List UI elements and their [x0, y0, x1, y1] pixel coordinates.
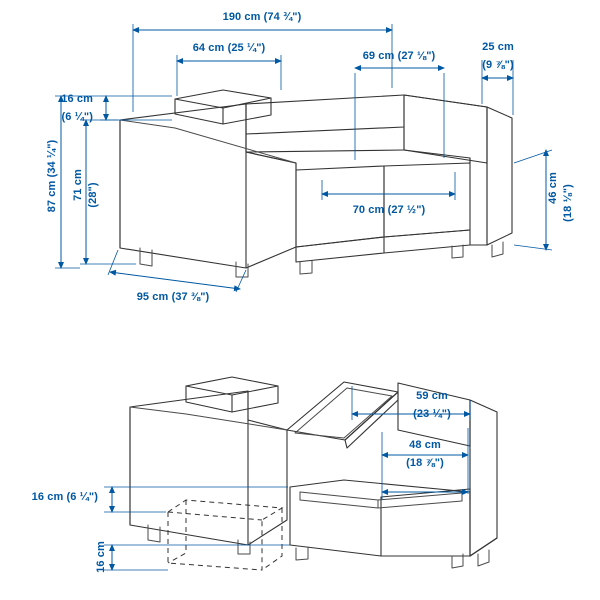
front-view-dimension-lines [55, 24, 552, 292]
label-total-width: 190 cm (74 ¾") [222, 11, 302, 23]
label-back-cushion-height-line2: (6 ¼") [61, 111, 93, 123]
label-seat-depth: 70 cm (27 ½") [352, 204, 426, 216]
label-seat-back-height-line1: 71 cm [72, 169, 84, 201]
label-seat-height-line1: 46 cm [547, 172, 559, 204]
label-back-cushion-height-line1: 16 cm [61, 93, 93, 105]
label-seat-depth-inner-line2: (18 ⅞") [406, 457, 444, 469]
label-seat-module-width: 69 cm (27 ⅛") [362, 50, 436, 62]
label-seat-width-line2: (23 ¼") [413, 408, 451, 420]
label-side-panel-width-line2: (9 ⅞") [482, 59, 514, 71]
sofa-rear-view-outline [130, 377, 497, 570]
label-seat-back-height-line2: (28") [87, 182, 99, 208]
sofa-front-view-outline [120, 90, 512, 277]
label-armrest-width: 64 cm (25 ¼") [192, 42, 266, 54]
label-total-height: 87 cm (34 ¼") [46, 139, 58, 213]
dimension-labels [32, 11, 574, 573]
label-seat-depth-inner-line1: 48 cm [409, 439, 441, 451]
label-side-panel-width-line1: 25 cm [482, 41, 514, 53]
label-overall-depth: 95 cm (37 ⅜") [136, 291, 210, 303]
label-storage-height-top: 16 cm (6 ¼") [31, 491, 98, 503]
label-seat-width-line1: 59 cm [416, 390, 448, 402]
label-seat-height-line2: (18 ⅛") [562, 184, 574, 222]
label-storage-height-bottom: 16 cm [95, 541, 107, 573]
